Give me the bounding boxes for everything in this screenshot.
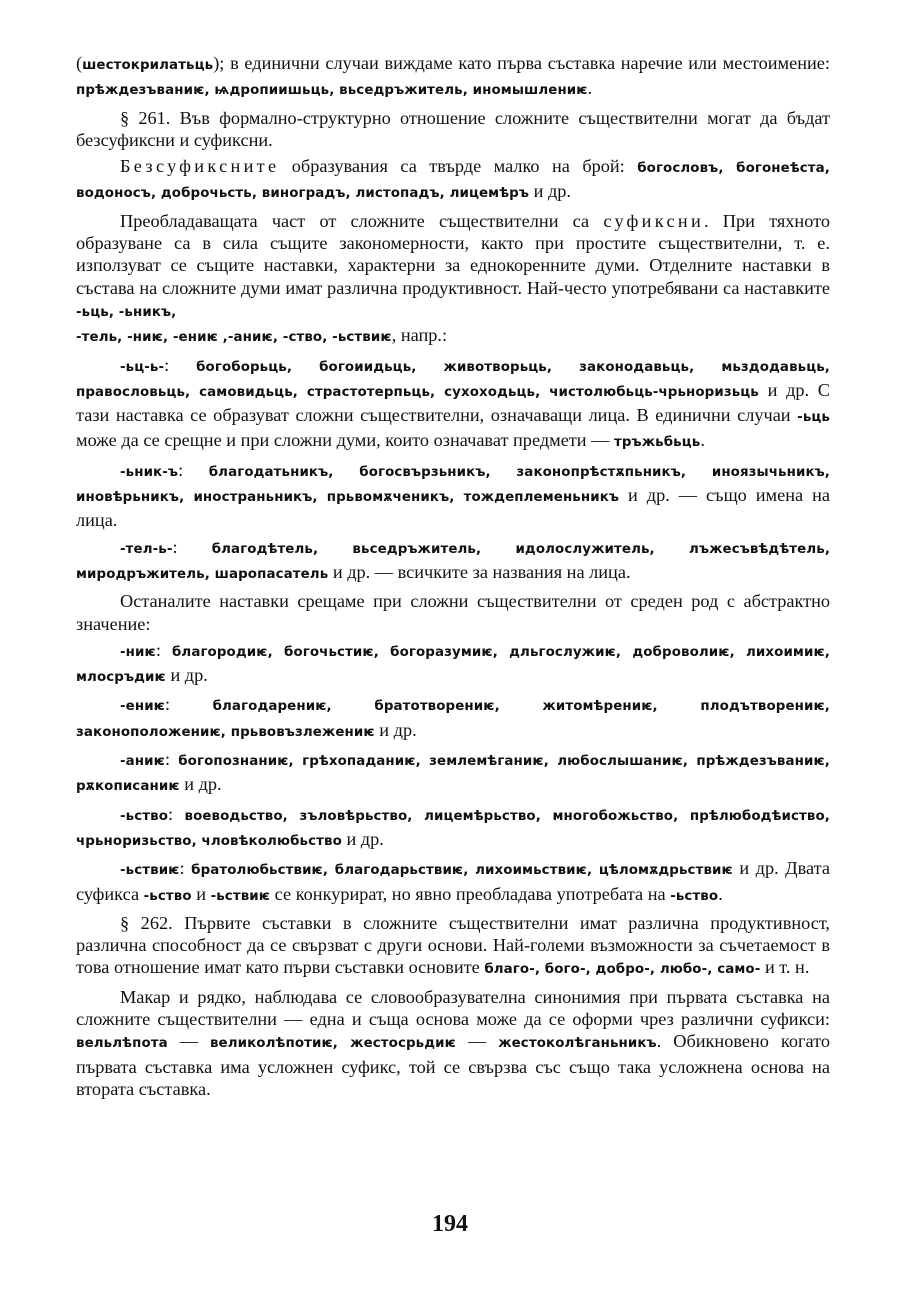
- text-run: и др.: [374, 719, 417, 740]
- text-run: и др. Двата суфикса: [76, 858, 830, 904]
- text-run: .: [587, 78, 593, 99]
- text-run: :: [165, 694, 213, 715]
- text-run: :: [164, 749, 179, 770]
- old-slavonic-examples: богопознаниѥ, грѣхопаданиѥ, землемѣганиѥ, любослышаниѥ, прѣждезъваниѥ, рѫкописаниѥ: [76, 754, 830, 795]
- suffix-label: -ьствиѥ: [210, 888, 271, 904]
- section-261-intro: [76, 107, 830, 152]
- text-run: и др.: [341, 828, 384, 849]
- suffix-enie-entry: [76, 693, 830, 744]
- paragraph-synonymy: [76, 986, 830, 1100]
- text-run: :: [155, 639, 172, 660]
- old-slavonic-examples: благородиѥ, богочьстиѥ, богоразумиѥ, дльгослужиѥ, доброволиѥ, лихоимиѥ, млосръдиѥ: [76, 644, 830, 686]
- page-number: 194: [432, 1211, 468, 1237]
- suffix-ets-entry: [76, 354, 830, 455]
- section-262: [76, 912, 830, 982]
- old-slavonic-examples: великолѣпотиѥ, жестосрьдиѥ: [209, 1036, 456, 1052]
- text-run: . При тяхното образуване са в сила същите закономерности, както при простите съществителни, т. е. използуват се същите наставки, характерни за еднокоренните думи. Отделните наставки в състава на сложните думи имат различна продуктивност. Най-често употребявани са наставките: [76, 210, 830, 298]
- old-slavonic-examples: благодѣтель, вьседръжитель, идолослужитель, лъжесъвѣдѣтель, миродръжитель, шаропасатель: [76, 541, 831, 582]
- text-run: Останалите наставки срещаме при сложни съществителни от среден род с абстрактно значение:: [76, 591, 830, 634]
- text-run: и др.: [165, 665, 208, 686]
- text-run: .: [700, 430, 705, 451]
- text-run: и др.: [179, 774, 222, 795]
- old-slavonic-word: вельлѣпота: [76, 1036, 168, 1052]
- paragraph-continuation: [76, 52, 830, 103]
- text-run: Макар и рядко, наблюдава се словообразувателна синонимия при първата съставка на сложните съществителни — една и съща основа може да се оформи чрез различни суфикси:: [76, 986, 830, 1029]
- old-slavonic-examples: братолюбьствиѥ, благодарьствиѥ, лихоимьствиѥ, цѣломѫдрьствиѥ: [191, 863, 733, 879]
- suffix-label: -ьц-ь-: [120, 359, 165, 375]
- suffix-nik-entry: [76, 459, 830, 532]
- suffix-nie-entry: [76, 639, 830, 690]
- suffix-label: -ьство: [670, 888, 719, 904]
- old-slavonic-word: шестокрилатьць: [82, 58, 214, 73]
- spaced-term: Безсуфиксните: [120, 156, 280, 177]
- page-text: [76, 52, 830, 1104]
- text-run: :: [178, 459, 209, 480]
- suffix-label: -ениѥ: [120, 699, 166, 715]
- suffix-label: -ьць: [797, 410, 830, 426]
- suffix-stvo-entry: [76, 803, 830, 854]
- suffix-label: -ьник-ъ: [120, 464, 179, 480]
- text-run: може да се срещне и при сложни думи, които означават предмети —: [76, 430, 615, 451]
- text-run: :: [172, 536, 212, 557]
- text-run: —: [167, 1031, 210, 1052]
- text-run: ); в единични случаи виждаме като първа съставка наречие или местоимение:: [213, 53, 830, 73]
- text-run: и: [191, 883, 211, 904]
- suffix-stvie-entry: [76, 857, 830, 908]
- suffix-label: -ьствиѥ: [120, 863, 180, 879]
- text-run: :: [168, 803, 185, 824]
- text-run: и др. — всичките за названия на лица.: [328, 561, 631, 582]
- text-run: § 262. Първите съставки в сложните съществителни имат различна продуктивност, различна способност да се свързват с други основи. Най-големи възможности за съчетаемост в това отношение имат като първи съставки основите: [76, 912, 830, 978]
- suffix-label: -тел-ь-: [120, 541, 173, 557]
- suffix-label: -ьство: [143, 888, 192, 904]
- text-run: и др. С тази наставка се образуват сложни съществителни, означаващи лица. В единични случаи: [76, 379, 830, 426]
- text-run: образувания са твърде малко на брой:: [279, 156, 638, 177]
- old-slavonic-examples: благодатьникъ, богосвързьникъ, законопрѣстѫпьникъ, иноязычьникъ, иновѣрьникъ, иностраньникъ, прьвомѫченикъ, тождеплеменьникъ: [76, 464, 830, 506]
- old-slavonic-examples: благодарениѥ, братотворениѥ, житомѣрениѥ, плодътворениѥ, законоположениѥ, прьвовъзлежениѥ: [76, 699, 830, 740]
- text-run: :: [179, 858, 192, 879]
- paragraph-neuter-abstract: [76, 590, 830, 635]
- text-run: Преобладаващата част от сложните съществителни са: [120, 210, 604, 231]
- old-slavonic-word: жестоколѣганьникъ: [498, 1036, 657, 1052]
- suffix-label: -аниѥ: [120, 754, 165, 770]
- text-run: . Обикновено когато първата съставка има усложнен суфикс, той се свързва със също така усложнена основа на втората съставка.: [76, 1031, 830, 1099]
- suffix-anie-entry: [76, 748, 830, 799]
- suffix-list: -ьць, -ьникъ,: [76, 304, 177, 320]
- text-run: § 261. Във формално-структурно отношение сложните съществителни могат да бъдат безсуфиксни и суфиксни.: [76, 107, 830, 150]
- suffix-label: -ьство: [120, 808, 168, 824]
- text-run: и др. — също имена на лица.: [76, 485, 830, 531]
- text-run: :: [164, 354, 197, 375]
- suffix-label: -ниѥ: [120, 644, 156, 660]
- text-run: се конкурират, но явно преобладава употребата на: [270, 883, 671, 904]
- suffix-list: -тель, -ниѥ, -ениѥ ,-аниѥ, -ство, -ьствиѥ: [76, 330, 392, 346]
- paragraph-suffixed: [76, 210, 830, 350]
- text-run: , напр.:: [391, 325, 448, 346]
- stem-list: благо-, бого-, добро-, любо-, само-: [484, 962, 761, 978]
- text-run: (: [76, 53, 83, 73]
- old-slavonic-examples: прѣждезъваниѥ, ѩдропиишьць, вьседръжитель, иномышлениѥ: [76, 83, 588, 99]
- text-run: .: [718, 883, 723, 904]
- paragraph-suffixless: [76, 155, 830, 206]
- old-slavonic-examples: воеводьство, зъловѣрьство, лицемѣрьство, многобожьство, прѣлюбодѣиство, чрьноризьство, чловѣколюбьство: [76, 808, 830, 849]
- old-slavonic-examples: богоборьць, богоиидьць, животворьць, законодавьць, мьздодавьць, правословьць, самовидьць, страстотерпьць, сухоходьць, чистолюбьць-чрьноризьць: [76, 359, 830, 400]
- old-slavonic-examples: богословъ, богонеѣста, водоносъ, доброчьсть, виноградъ, листопадъ, лицемѣръ: [76, 161, 830, 202]
- text-run: и др.: [529, 181, 571, 202]
- spaced-term: суфиксни: [603, 210, 705, 231]
- old-slavonic-word: тръжьбьць: [614, 435, 701, 451]
- text-run: —: [455, 1031, 499, 1052]
- suffix-tel-entry: [76, 536, 830, 587]
- text-run: и т. н.: [760, 957, 810, 978]
